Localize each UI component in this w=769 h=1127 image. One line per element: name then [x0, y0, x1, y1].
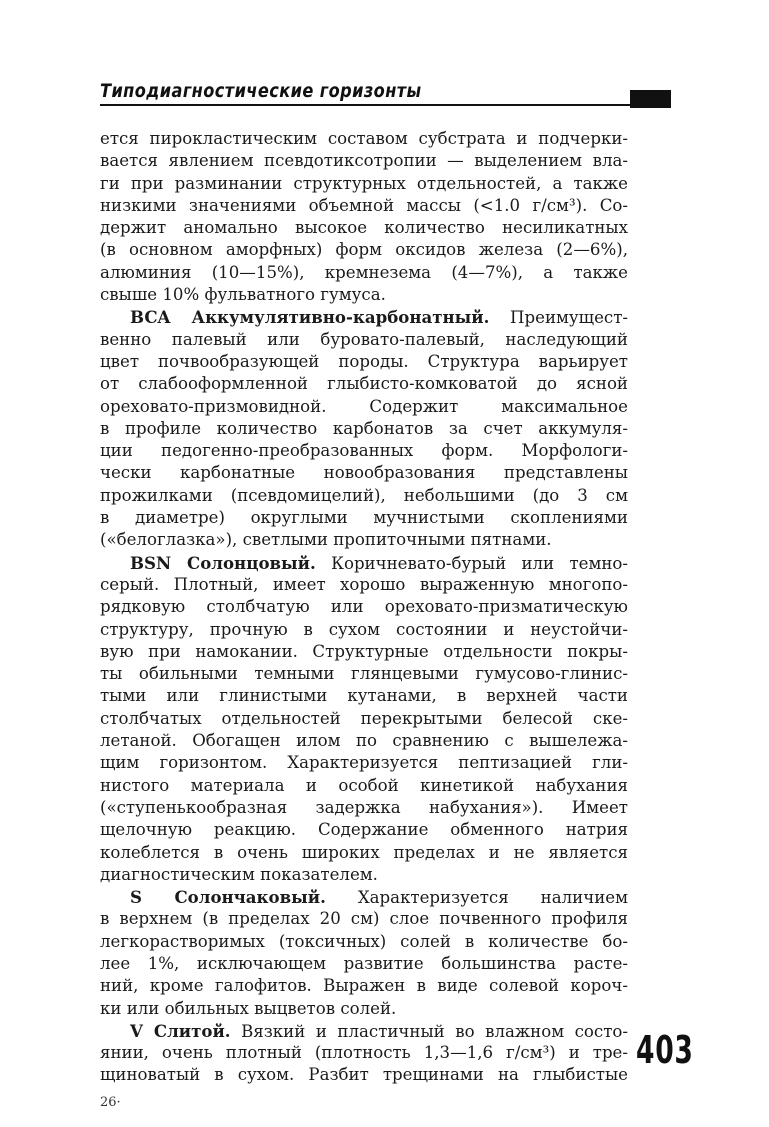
- text-line: серый. Плотный, имеет хорошо выраженную многопо-: [100, 574, 628, 594]
- text-line: структуру, прочную в сухом состоянии и неустойчи-: [100, 619, 628, 639]
- text-line: в профиле количество карбонатов за счет аккумуля-: [100, 418, 628, 438]
- paragraph-v: [100, 1020, 628, 1087]
- text-line: держит аномально высокое количество несиликатных: [100, 218, 628, 238]
- text-line: ции педогенно-преобразованных форм. Морфологи-: [100, 441, 628, 461]
- text-line: [100, 306, 628, 328]
- text-line: ты обильными темными глянцевыми гумусово-глинис-: [100, 664, 628, 684]
- text-line: вается явлением псевдотиксотропии — выделением вла-: [100, 151, 628, 171]
- text-line: ги при разминании структурных отдельностей, а также: [100, 173, 628, 193]
- text-line: («ступенькообразная задержка набухания»). Имеет: [100, 797, 628, 817]
- text-line: низкими значениями объемной массы (<1.0 г/см³). Со-: [100, 195, 628, 215]
- signature-mark: 26·: [100, 1095, 121, 1110]
- text-line: летаной. Обогащен илом по сравнению с вышележа-: [100, 731, 628, 751]
- page-number: 403: [636, 1028, 694, 1072]
- text-line: (в основном аморфных) форм оксидов железа (2—6%),: [100, 240, 628, 260]
- horizon-term: BCA Аккумулятивно-карбонатный.: [130, 307, 490, 328]
- text-line: [100, 886, 628, 908]
- text-line: [100, 1020, 628, 1042]
- text-span: Коричневато-бурый или темно-: [315, 553, 628, 573]
- text-line: столбчатых отдельностей перекрытыми белесой ске-: [100, 708, 628, 728]
- horizon-term: V Слитой.: [130, 1020, 231, 1041]
- text-line: ний, кроме галофитов. Выражен в виде солевой короч-: [100, 976, 628, 996]
- text-line: тыми или глинистыми кутанами, в верхней части: [100, 686, 628, 706]
- horizon-term: S Солончаковый.: [130, 887, 326, 908]
- text-line: легкорастворимых (токсичных) солей в количестве бо-: [100, 931, 628, 951]
- text-line: [100, 552, 628, 574]
- paragraph-s: [100, 886, 628, 1020]
- text-line: щелочную реакцию. Содержание обменного натрия: [100, 820, 628, 840]
- header-black-block: [630, 90, 671, 108]
- text-line: в верхнем (в пределах 20 см) слое почвенного профиля: [100, 909, 628, 929]
- text-line: чески карбонатные новообразования представлены: [100, 463, 628, 483]
- text-span: Преимущест-: [489, 308, 628, 328]
- horizon-term: BSN Солонцовый.: [130, 552, 316, 573]
- paragraph-continuation: [100, 128, 628, 306]
- text-line: цвет почвообразующей породы. Структура варьирует: [100, 351, 628, 371]
- text-line: венно палевый или буровато-палевый, наследующий: [100, 329, 628, 349]
- text-span: Характеризуется наличием: [325, 888, 628, 908]
- text-line: диагностическим показателем.: [100, 864, 378, 884]
- text-line: ется пирокластическим составом субстрата и подчерки-: [100, 129, 628, 148]
- text-line: алюминия (10—15%), кремнезема (4—7%), а также: [100, 262, 628, 282]
- text-line: нистого материала и особой кинетикой набухания: [100, 775, 628, 795]
- text-span: Вязкий и пластичный во влажном состо-: [230, 1021, 628, 1041]
- text-line: колеблется в очень широких пределах и не является: [100, 842, 628, 862]
- text-line: лее 1%, исключающем развитие большинства расте-: [100, 953, 628, 973]
- paragraph-bsn: [100, 552, 628, 886]
- text-line: щим горизонтом. Характеризуется пептизацией гли-: [100, 753, 628, 773]
- paragraph-bca: [100, 306, 628, 551]
- text-line: щиноватый в сухом. Разбит трещинами на глыбистые: [100, 1065, 628, 1085]
- text-line: свыше 10% фульватного гумуса.: [100, 285, 386, 305]
- text-line: прожилками (псевдомицелий), небольшими (до 3 см: [100, 485, 628, 505]
- text-line: ореховато-призмовидной. Содержит максимальное: [100, 396, 628, 416]
- text-line: рядковую столбчатую или ореховато-призматическую: [100, 597, 628, 617]
- running-header-title: Типодиагностические горизонты: [100, 80, 422, 102]
- text-line: янии, очень плотный (плотность 1,3—1,6 г/см³) и тре-: [100, 1043, 628, 1063]
- text-line: ки или обильных выцветов солей.: [100, 998, 397, 1018]
- text-line: в диаметре) округлыми мучнистыми скоплениями: [100, 508, 628, 528]
- header-rule: [100, 104, 630, 106]
- body-text: [100, 128, 628, 1087]
- text-line: от слабооформленной глыбисто-комковатой до ясной: [100, 374, 628, 394]
- text-line: вую при намокании. Структурные отдельности покры-: [100, 641, 628, 661]
- text-line: («белоглазка»), светлыми пропиточными пятнами.: [100, 530, 552, 550]
